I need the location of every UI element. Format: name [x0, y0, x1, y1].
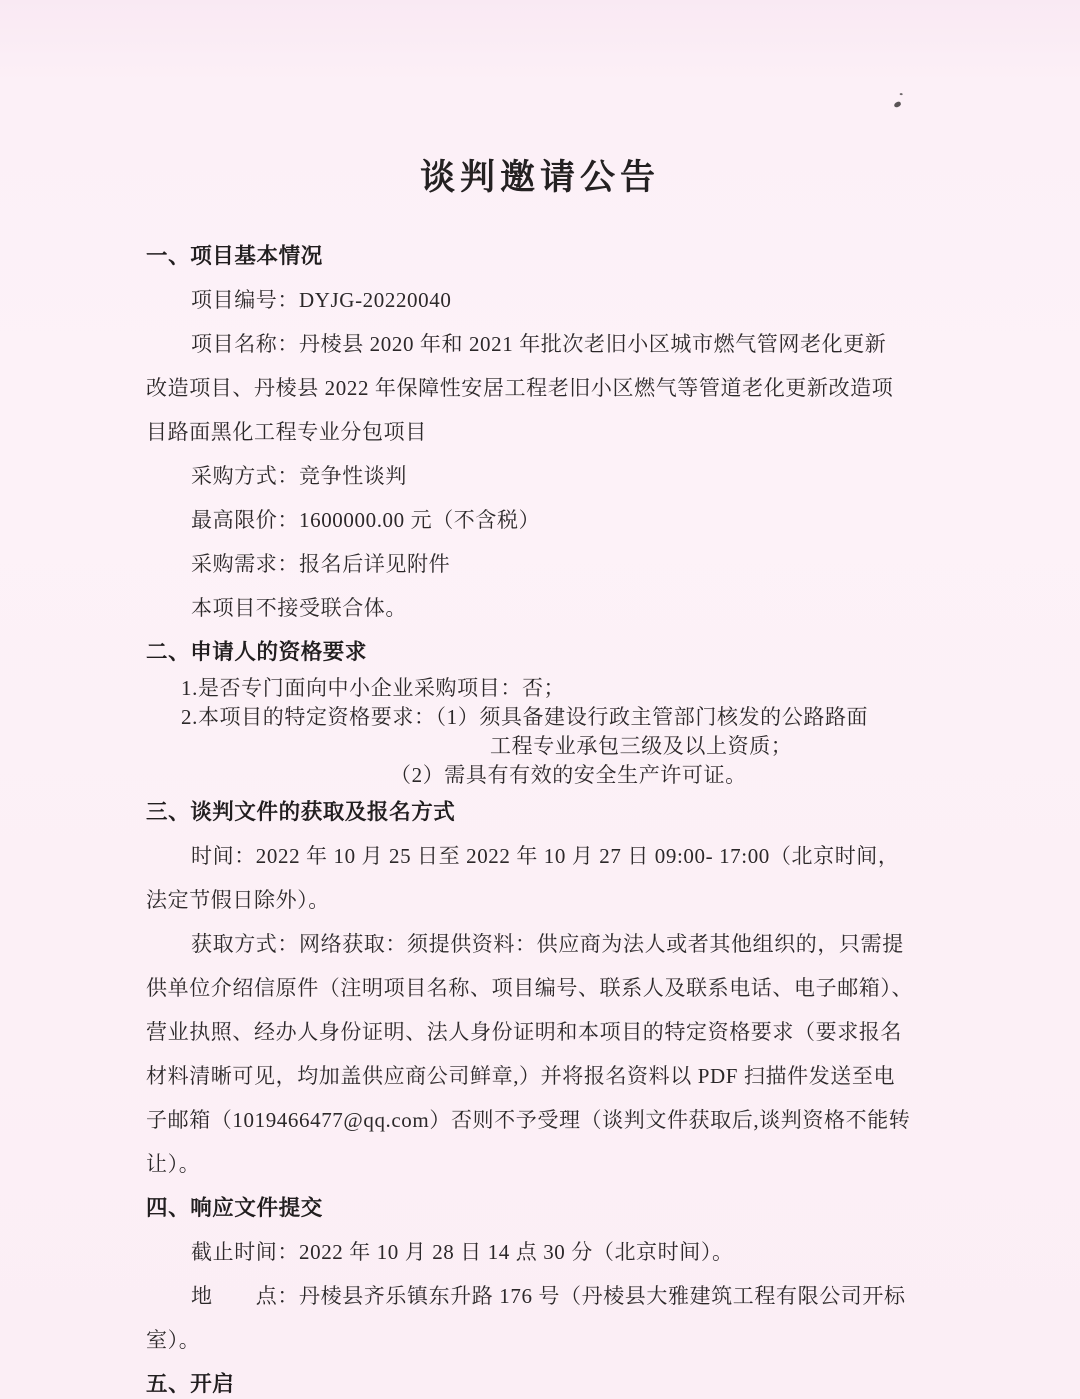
line-acquisition-way-3: 营业执照、经办人身份证明、法人身份证明和本项目的特定资格要求（要求报名: [146, 1020, 902, 1044]
section-heading-project-basics: 一、项目基本情况: [146, 244, 323, 268]
line-procurement-demand: 采购需求：报名后详见附件: [191, 552, 451, 576]
line-deadline: 截止时间：2022 年 10 月 28 日 14 点 30 分（北京时间）。: [191, 1240, 734, 1264]
document-title: 谈判邀请公告: [419, 158, 660, 197]
line-project-number: 项目编号：DYJG-20220040: [191, 288, 452, 312]
line-acquisition-way-5: 子邮箱（1019466477@qq.com）否则不予受理（谈判文件获取后,谈判资格不能转: [146, 1108, 911, 1132]
line-acquisition-way-2: 供单位介绍信原件（注明项目名称、项目编号、联系人及联系电话、电子邮箱）、: [146, 976, 914, 1000]
line-acquisition-time-2: 法定节假日除外）。: [146, 888, 330, 912]
line-acquisition-way-6: 让）。: [146, 1152, 201, 1176]
line-specific-qual-2: （2）需具有有效的安全生产许可证。: [390, 763, 747, 787]
line-no-consortium: 本项目不接受联合体。: [191, 596, 407, 620]
line-acquisition-time-1: 时间：2022 年 10 月 25 日至 2022 年 10 月 27 日 09:00- 17:00（北京时间，: [191, 844, 900, 868]
line-sme-oriented: 1.是否专门面向中小企业采购项目：否；: [181, 676, 566, 700]
section-heading-response-submission: 四、响应文件提交: [146, 1196, 323, 1220]
line-specific-qual-1: 2.本项目的特定资格要求：（1）须具备建设行政主管部门核发的公路路面: [181, 705, 869, 729]
ink-speck: [893, 101, 901, 108]
line-price-ceiling: 最高限价：1600000.00 元（不含税）: [191, 508, 541, 532]
line-specific-qual-1-cont: 工程专业承包三级及以上资质；: [490, 734, 793, 758]
line-project-name-3: 目路面黑化工程专业分包项目: [146, 420, 427, 444]
section-heading-qualifications: 二、申请人的资格要求: [146, 640, 368, 664]
line-procurement-method: 采购方式：竞争性谈判: [191, 464, 407, 488]
line-location-2: 室）。: [146, 1328, 201, 1352]
line-project-name-2: 改造项目、丹棱县 2022 年保障性安居工程老旧小区燃气等管道老化更新改造项: [146, 376, 894, 400]
line-location-1: 地 点：丹棱县齐乐镇东升路 176 号（丹棱县大雅建筑工程有限公司开标: [191, 1284, 906, 1308]
section-heading-opening: 五、开启: [146, 1372, 235, 1396]
section-heading-document-acquisition: 三、谈判文件的获取及报名方式: [146, 800, 456, 824]
line-acquisition-way-1: 获取方式：网络获取：须提供资料：供应商为法人或者其他组织的，只需提: [191, 932, 904, 956]
line-acquisition-way-4: 材料清晰可见，均加盖供应商公司鲜章,）并将报名资料以 PDF 扫描件发送至电: [146, 1064, 896, 1088]
document-body: [146, 234, 958, 1399]
line-project-name-1: 项目名称：丹棱县 2020 年和 2021 年批次老旧小区城市燃气管网老化更新: [191, 332, 887, 356]
